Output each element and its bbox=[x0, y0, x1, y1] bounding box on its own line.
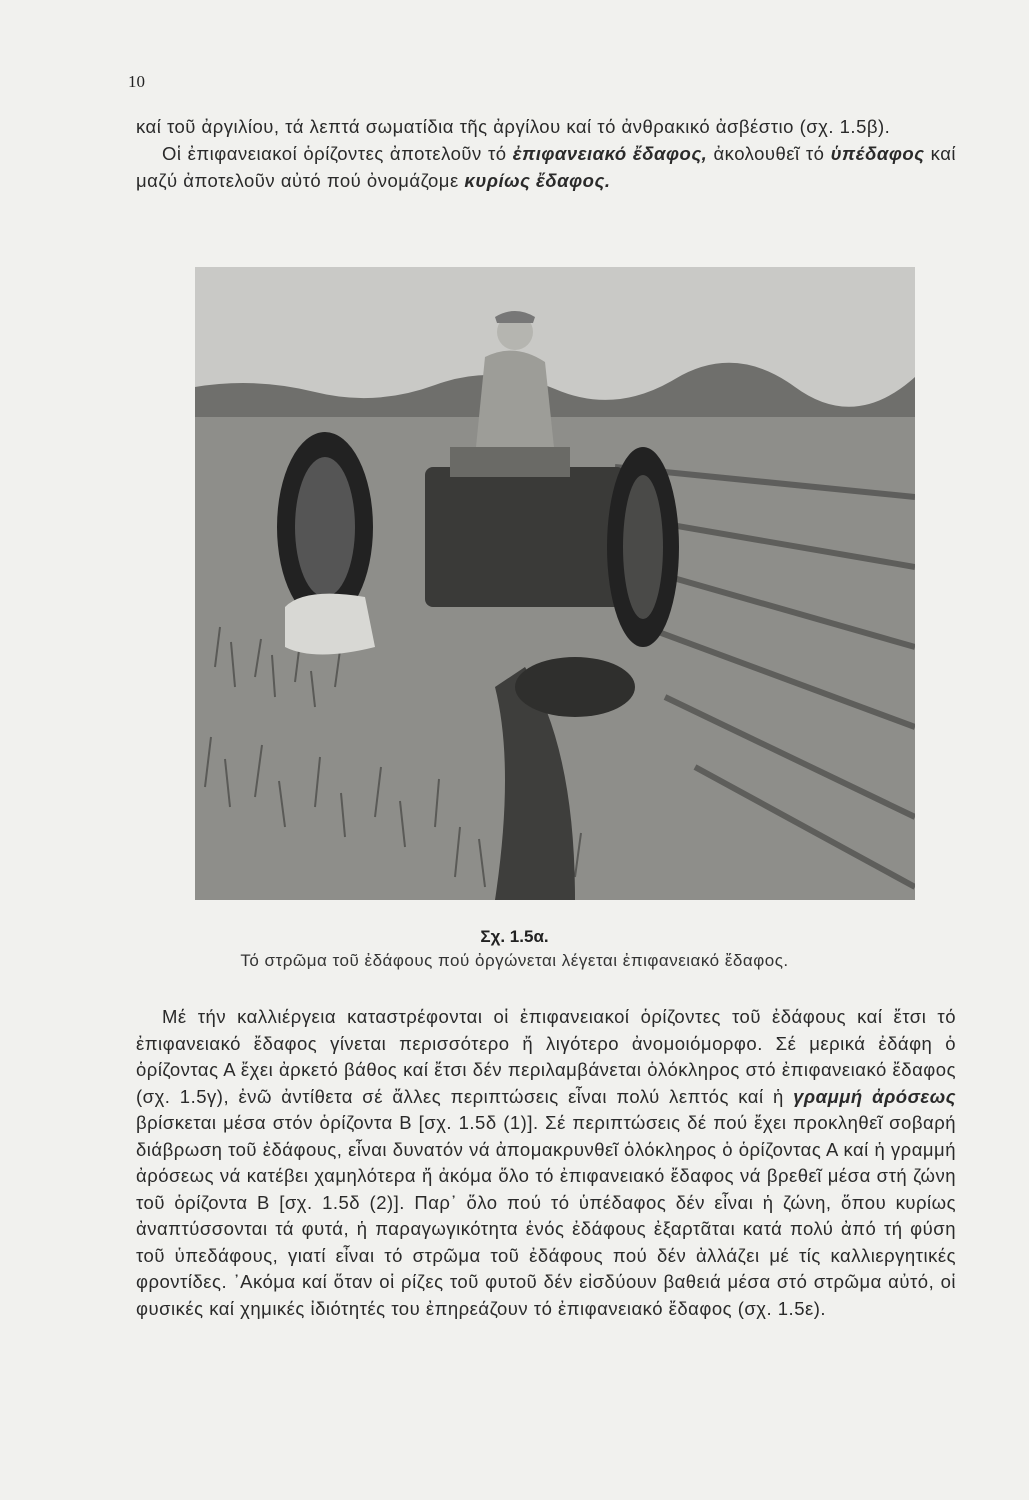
page-number: 10 bbox=[128, 72, 145, 91]
term-true-soil: κυρίως ἔδαφος. bbox=[464, 170, 611, 191]
term-plow-line: γραμμή ἀρόσεως bbox=[793, 1085, 956, 1107]
paragraph-text: ἀκολουθεῖ τό bbox=[707, 143, 831, 164]
paragraph-text: Μέ τήν καλλιέργεια καταστρέφονται οἱ ἐπιφανειακοί ὁρίζοντες τοῦ ἐδάφους καί ἔτσι τό ἐπιφανειακό ἔδαφος γίνεται περισσότερο ἤ λιγότερο ἀνομοιόμορφο. Σέ μερικά ἐδάφη ὁ ὁρίζοντας Α ἔχει ἀρκετό βάθος καί ἔτσι δέν περιλαμβάνεται ὁλόκληρος στό ἐπιφανειακό ἔδαφος (σχ. 1.5γ), ἐνῶ ἀντίθετα σέ ἄλλες περιπτώσεις εἶναι πολύ λεπτός καί ἡ bbox=[136, 1006, 956, 1107]
term-subsoil: ὑπέδαφος bbox=[830, 143, 925, 164]
tractor-plowing-photo bbox=[195, 267, 915, 900]
figure-caption-label: Σχ. 1.5α. bbox=[480, 927, 549, 946]
paragraph-intro bbox=[136, 113, 956, 194]
term-surface-soil: ἐπιφανειακό ἔδαφος, bbox=[512, 143, 708, 164]
paragraph-text: καί μαζύ ἀποτελοῦν αὐτό πού ὀνομάζομε bbox=[136, 143, 956, 191]
paragraph-text: Οἱ ἐπιφανειακοί ὁρίζοντες ἀποτελοῦν τό bbox=[162, 143, 513, 164]
photo-illustration bbox=[195, 267, 915, 900]
paragraph-text: βρίσκεται μέσα στόν ὁρίζοντα Β [σχ. 1.5δ (1)]. Σέ περιπτώσεις δέ πού ἔχει προκληθεῖ σοβαρή διάβρωση τοῦ ἐδάφους, εἶναι δυνατόν νά ἀπομακρυνθεῖ ὁλόκληρος ὁ ὁρίζοντας Α καί ἡ γραμμή ἀρόσεως νά κατέβει χαμηλότερα ἤ ἀκόμα ὅλο τό ἐπιφανειακό ἔδαφος νά βρεθεῖ μέσα στή ζώνη τοῦ ὁρίζοντα Β [σχ. 1.5δ (2)]. Παρ᾽ ὅλο πού τό ὑπέδαφος δέν εἶναι ἡ ζώνη, ὅπου κυρίως ἀναπτύσσονται τά φυτά, ἡ παραγωγικότητα ἑνός ἐδάφους ἐξαρτᾶται κατά πολύ ἀπό τή φύση τοῦ ὑπεδάφους, γιατί εἶναι τό στρῶμα τοῦ ἐδάφους πού δέν ἀλλάζει μέ τίς καλλιεργητικές φροντίδες. ᾿Ακόμα καί ὅταν οἱ ρίζες τοῦ φυτοῦ δέν εἰσδύουν βαθειά μέσα στό στρῶμα αὐτό, οἱ φυσικές καί χημικές ἰδιότητές του ἐπηρεάζουν τό ἐπιφανειακό ἔδαφος (σχ. 1.5ε). bbox=[136, 1112, 956, 1319]
paragraph-cultivation bbox=[136, 1004, 956, 1322]
figure-caption-text: Τό στρῶμα τοῦ ἐδάφους πού ὀργώνεται λέγεται ἐπιφανειακό ἔδαφος. bbox=[240, 951, 789, 970]
paragraph-line: καί τοῦ ἀργιλίου, τά λεπτά σωματίδια τῆς ἀργίλου καί τό ἀνθρακικό ἀσβέστιο (σχ. 1.5β). bbox=[136, 116, 891, 137]
